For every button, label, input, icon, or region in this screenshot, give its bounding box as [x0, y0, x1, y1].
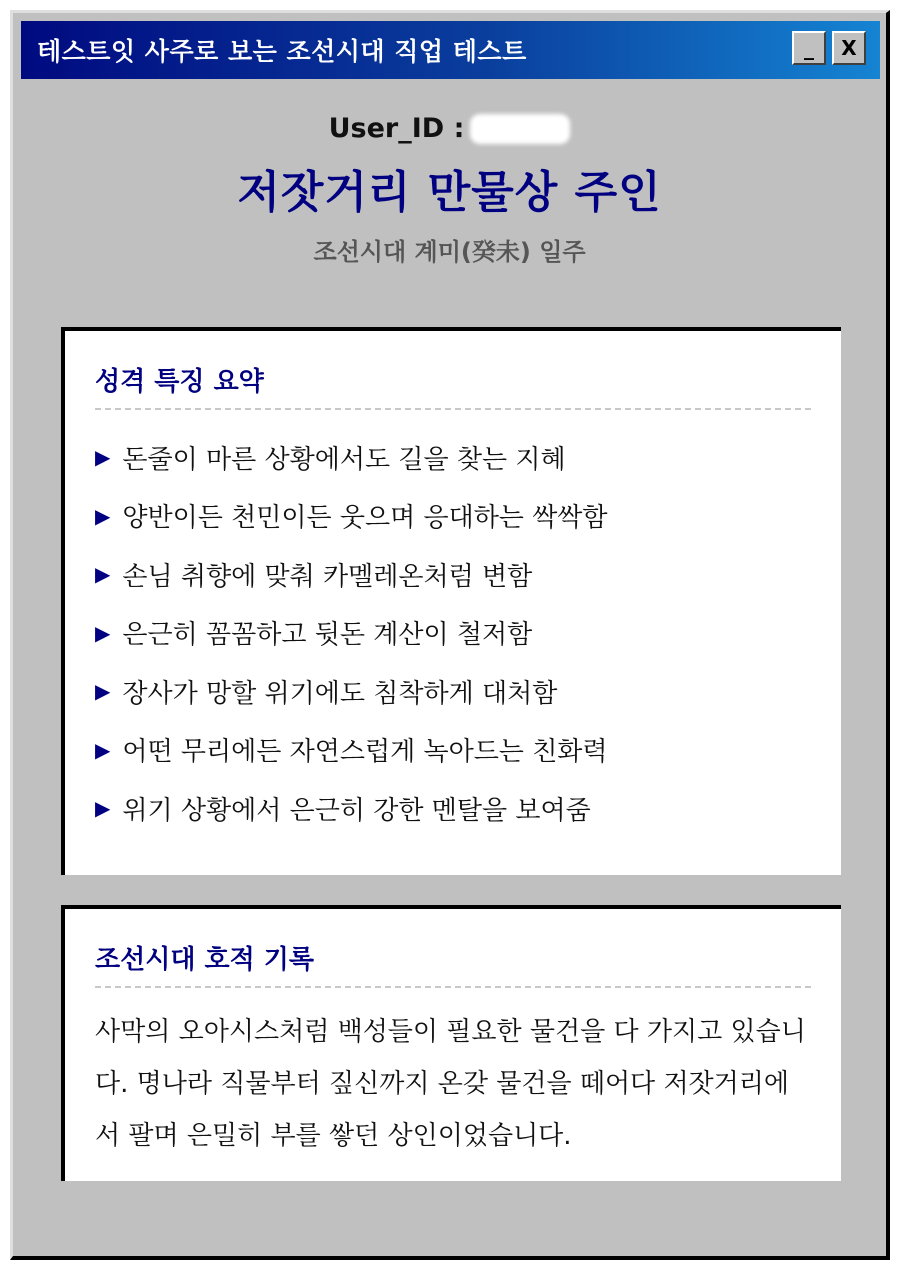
- triangle-bullet-icon: ▶: [95, 445, 111, 470]
- job-title: 저잣거리 만물상 주인: [237, 167, 662, 218]
- triangle-bullet-icon: ▶: [95, 796, 111, 821]
- app-window: [10, 10, 890, 1260]
- triangle-bullet-icon: ▶: [95, 679, 111, 704]
- trait-text: 장사가 망할 위기에도 침착하게 대처함: [122, 678, 558, 709]
- triangle-bullet-icon: ▶: [95, 562, 111, 587]
- list-item: [95, 545, 811, 604]
- result-header: [13, 113, 886, 267]
- close-button[interactable]: X: [832, 31, 866, 65]
- record-description: 사막의 오아시스처럼 백성들이 필요한 물건을 다 가지고 있습니다. 명나라 직물부터 짚신까지 온갖 물건을 떼어다 저잣거리에서 팔며 은밀히 부를 쌓던 상인이었습니다.: [95, 1017, 806, 1151]
- traits-panel: [61, 327, 841, 875]
- triangle-bullet-icon: ▶: [95, 737, 111, 762]
- trait-text: 어떤 무리에든 자연스럽게 녹아드는 친화력: [122, 737, 608, 768]
- trait-text: 손님 취향에 맞춰 카멜레온처럼 변함: [122, 561, 533, 592]
- list-item: [95, 487, 811, 546]
- user-id-redacted: [470, 114, 570, 144]
- triangle-bullet-icon: ▶: [95, 503, 111, 528]
- title-bar[interactable]: [21, 21, 880, 79]
- list-item: [95, 721, 811, 780]
- minimize-button[interactable]: _: [792, 31, 826, 65]
- record-panel: [61, 905, 841, 1181]
- list-item: [95, 604, 811, 663]
- ilju-subtitle: 조선시대 계미(癸未) 일주: [313, 238, 586, 266]
- triangle-bullet-icon: ▶: [95, 620, 111, 645]
- window-controls: [792, 31, 866, 65]
- trait-text: 은근히 꼼꼼하고 뒷돈 계산이 철저함: [122, 620, 533, 651]
- traits-list: [95, 428, 811, 838]
- user-id-line: [329, 113, 571, 144]
- trait-text: 돈줄이 마른 상황에서도 길을 찾는 지혜: [122, 444, 566, 475]
- record-heading: 조선시대 호적 기록: [95, 939, 811, 988]
- user-id-label: User_ID :: [328, 113, 465, 144]
- trait-text: 양반이든 천민이든 웃으며 응대하는 싹싹함: [122, 503, 608, 534]
- traits-heading: 성격 특징 요약: [95, 361, 811, 410]
- trait-text: 위기 상황에서 은근히 강한 멘탈을 보여줌: [122, 795, 591, 826]
- list-item: [95, 428, 811, 487]
- window-title: 테스트잇 사주로 보는 조선시대 직업 테스트: [37, 37, 527, 66]
- list-item: [95, 662, 811, 721]
- list-item: [95, 779, 811, 838]
